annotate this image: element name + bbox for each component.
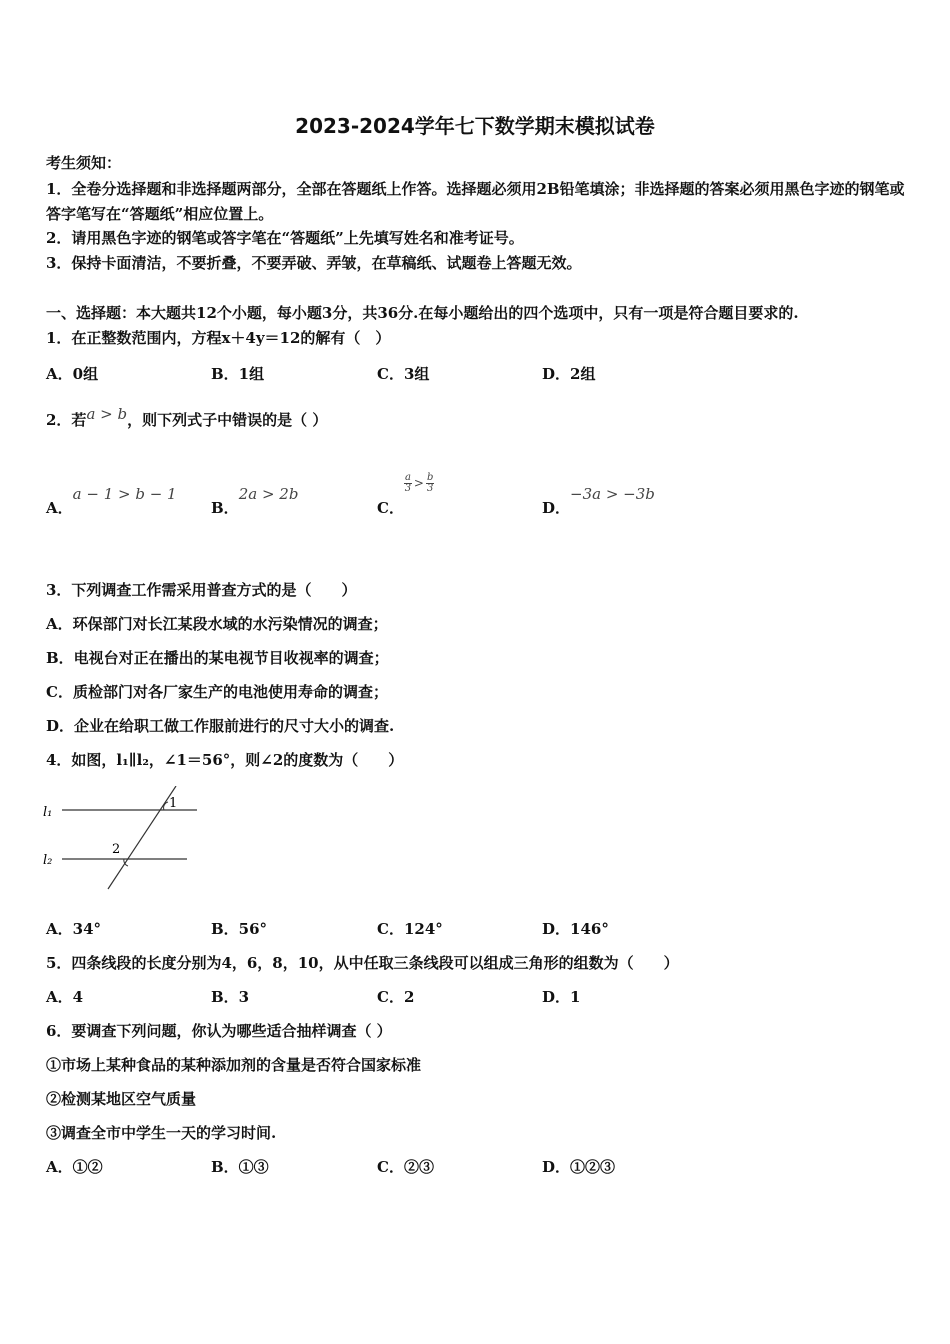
q2-option-c-frac-1: $\frac{a}{3}$	[404, 471, 412, 494]
q4-option-a[interactable]: A．34°	[46, 920, 102, 938]
q4-option-c[interactable]: C．124°	[377, 920, 443, 938]
q2-stem	[46, 405, 328, 430]
q6-option-a[interactable]: A．①②	[46, 1158, 103, 1176]
q1-option-b[interactable]: B．1组	[211, 365, 265, 383]
q2-option-c-expr: $\frac{a}{3}$ > $\frac{b}{3}$	[404, 471, 434, 494]
transversal-line	[108, 786, 176, 889]
q6-item-1: ①市场上某种食品的某种添加剂的含量是否符合国家标准	[46, 1056, 422, 1074]
q1-option-c[interactable]: C．3组	[377, 365, 430, 383]
q3-stem: 3．下列调查工作需采用普查方式的是（ ）	[46, 581, 357, 599]
q6-item-2: ②检测某地区空气质量	[46, 1090, 197, 1108]
q5-option-a[interactable]: A．4	[46, 988, 84, 1006]
q3-option-b[interactable]: B．电视台对正在播出的某电视节目收视率的调查；	[46, 649, 389, 667]
q5-option-d[interactable]: D．1	[542, 988, 581, 1006]
q2-stem-math: a > b	[86, 405, 128, 423]
q2-label-d: D．	[542, 499, 571, 517]
q5-stem: 5．四条线段的长度分别为4，6，8，10，从中任取三条线段可以组成三角形的组数为（ ）	[46, 954, 679, 972]
q2-option-a-expr: a − 1 > b − 1	[72, 485, 177, 503]
q6-option-d[interactable]: D．①②③	[542, 1158, 616, 1176]
q6-option-b[interactable]: B．①③	[211, 1158, 269, 1176]
q4-option-b[interactable]: B．56°	[211, 920, 268, 938]
q1-stem: 1．在正整数范围内，方程x＋4y＝12的解有（ ）	[46, 329, 391, 347]
q6-stem: 6．要调查下列问题，你认为哪些适合抽样调查（ ）	[46, 1022, 392, 1040]
q2-label-a: A．	[46, 499, 73, 517]
section-heading: 一、选择题：本大题共12个小题，每小题3分，共36分.在每小题给出的四个选项中，只有一项是符合题目要求的.	[46, 304, 799, 322]
label-angle-2: 2	[112, 842, 121, 857]
q3-option-d[interactable]: D．企业在给职工做工作服前进行的尺寸大小的调查.	[46, 717, 395, 735]
label-l1: l₁	[43, 805, 53, 820]
q5-option-b[interactable]: B．3	[211, 988, 250, 1006]
q4-stem: 4．如图，l₁∥l₂，∠1＝56°，则∠2的度数为（ ）	[46, 751, 404, 769]
notice-item-2: 2．请用黑色字迹的钢笔或答字笔在“答题纸”上先填写姓名和准考证号。	[46, 229, 524, 247]
q5-option-c[interactable]: C．2	[377, 988, 415, 1006]
q2-option-c[interactable]	[377, 471, 434, 520]
page-title: 2023-2024学年七下数学期末模拟试卷	[295, 114, 655, 138]
q3-option-a[interactable]: A．环保部门对长江某段水域的水污染情况的调查；	[46, 615, 388, 633]
q2-label-b: B．	[211, 499, 239, 517]
label-l2: l₂	[43, 853, 53, 868]
q2-stem-post: ，则下列式子中错误的是（ ）	[127, 411, 328, 429]
q2-option-a[interactable]	[46, 485, 177, 518]
q6-option-c[interactable]: C．②③	[377, 1158, 434, 1176]
q1-option-a[interactable]: A．0组	[46, 365, 99, 383]
label-angle-1: 1	[169, 796, 178, 811]
q1-option-d[interactable]: D．2组	[542, 365, 596, 383]
q2-stem-pre: 2．若	[46, 411, 87, 429]
q6-item-3: ③调查全市中学生一天的学习时间.	[46, 1124, 277, 1142]
notice-item-1: 1．全卷分选择题和非选择题两部分，全部在答题纸上作答。选择题必须用2B铅笔填涂；非选择题的答案必须用黑色字迹的钢笔或答字笔写在“答题纸”相应位置上。	[46, 180, 905, 223]
q2-option-d[interactable]	[542, 485, 655, 518]
q2-option-c-frac-2: $\frac{b}{3}$	[426, 471, 434, 494]
notice-heading: 考生须知：	[46, 154, 122, 172]
q2-option-b-expr: 2a > 2b	[238, 485, 299, 503]
q2-option-d-expr: −3a > −3b	[570, 485, 655, 503]
q2-label-c: C．	[377, 499, 404, 517]
parallel-lines-figure	[40, 786, 205, 896]
q2-option-b[interactable]	[211, 485, 299, 518]
q3-option-c[interactable]: C．质检部门对各厂家生产的电池使用寿命的调查；	[46, 683, 388, 701]
notice-item-3: 3．保持卡面清洁，不要折叠，不要弄破、弄皱，在草稿纸、试题卷上答题无效。	[46, 254, 582, 272]
q4-option-d[interactable]: D．146°	[542, 920, 609, 938]
